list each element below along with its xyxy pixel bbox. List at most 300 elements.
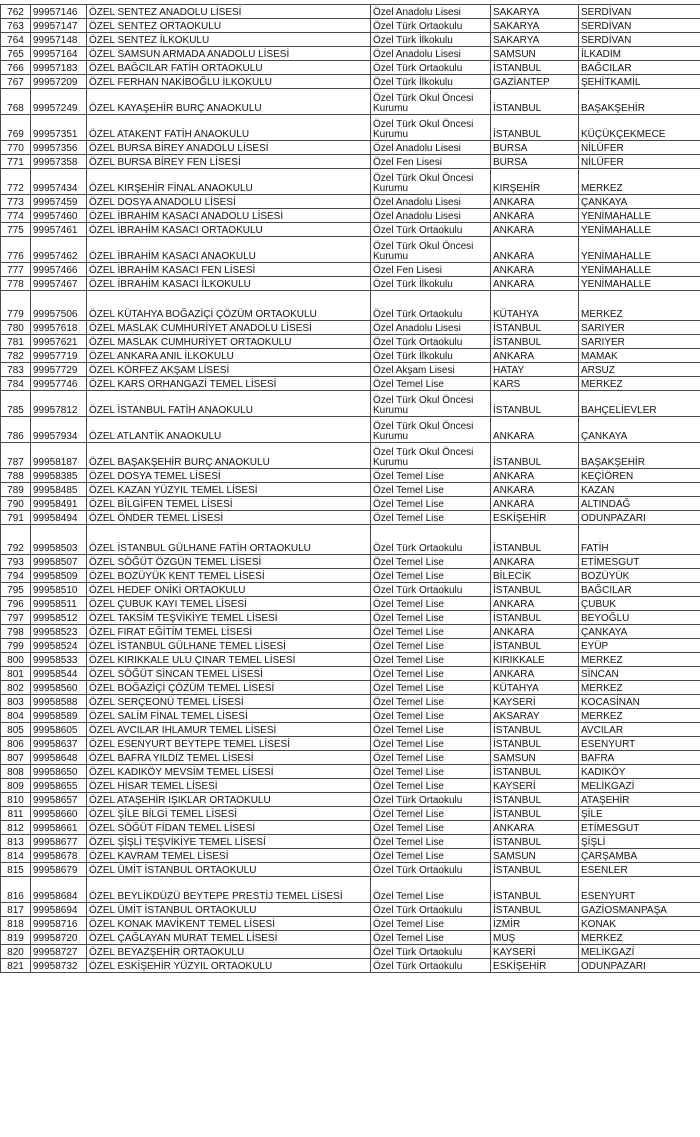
district-cell: SERDİVAN	[579, 19, 700, 33]
table-row	[1, 807, 700, 821]
school-type-cell: Özel Anadolu Lisesi	[371, 321, 491, 335]
row-number-cell: 781	[1, 335, 31, 349]
row-number-cell: 779	[1, 291, 31, 321]
school-type-cell: Özel Türk Ortaokulu	[371, 863, 491, 877]
school-type-cell: Özel Türk Ortaokulu	[371, 291, 491, 321]
row-number-cell: 762	[1, 5, 31, 19]
institution-code-cell: 99958677	[31, 835, 87, 849]
school-name-cell: ÖZEL İBRAHİM KASACI İLKOKULU	[87, 277, 371, 291]
school-name-cell: ÖZEL KAVRAM TEMEL LİSESİ	[87, 849, 371, 863]
school-name-cell: ÖZEL BEYAZŞEHİR ORTAOKULU	[87, 945, 371, 959]
district-cell: KADIKÖY	[579, 765, 700, 779]
district-cell: BAHÇELİEVLER	[579, 391, 700, 417]
row-number-cell: 815	[1, 863, 31, 877]
institution-code-cell: 99957467	[31, 277, 87, 291]
institution-code-cell: 99958560	[31, 681, 87, 695]
province-cell: İSTANBUL	[491, 391, 579, 417]
row-number-cell: 811	[1, 807, 31, 821]
province-cell: ANKARA	[491, 417, 579, 443]
district-cell: ODUNPAZARI	[579, 511, 700, 525]
district-cell: İLKADIM	[579, 47, 700, 61]
school-name-cell: ÖZEL İBRAHİM KASACI ORTAOKULU	[87, 223, 371, 237]
province-cell: SAMSUN	[491, 751, 579, 765]
district-cell: YENİMAHALLE	[579, 277, 700, 291]
school-name-cell: ÖZEL ÇAĞLAYAN MURAT TEMEL LİSESİ	[87, 931, 371, 945]
province-cell: KARS	[491, 377, 579, 391]
school-name-cell: ÖZEL MASLAK CUMHURİYET ORTAOKULU	[87, 335, 371, 349]
row-number-cell: 798	[1, 625, 31, 639]
row-number-cell: 774	[1, 209, 31, 223]
table-row	[1, 835, 700, 849]
school-name-cell: ÖZEL İSTANBUL FATİH ANAOKULU	[87, 391, 371, 417]
district-cell: ESENLER	[579, 863, 700, 877]
province-cell: KIRIKKALE	[491, 653, 579, 667]
province-cell: BURSA	[491, 155, 579, 169]
school-type-cell: Özel Türk Ortaokulu	[371, 19, 491, 33]
district-cell: ÇANKAYA	[579, 417, 700, 443]
province-cell: İSTANBUL	[491, 525, 579, 555]
institution-code-cell: 99957934	[31, 417, 87, 443]
table-row	[1, 945, 700, 959]
province-cell: KIRŞEHİR	[491, 169, 579, 195]
table-row	[1, 597, 700, 611]
province-cell: GAZİANTEP	[491, 75, 579, 89]
table-row	[1, 291, 700, 321]
institution-code-cell: 99957719	[31, 349, 87, 363]
school-type-cell: Özel Temel Lise	[371, 611, 491, 625]
table-row	[1, 821, 700, 835]
row-number-cell: 764	[1, 33, 31, 47]
school-name-cell: ÖZEL BOZÜYÜK KENT TEMEL LİSESİ	[87, 569, 371, 583]
school-list-document	[0, 4, 700, 973]
school-name-cell: ÖZEL MASLAK CUMHURİYET ANADOLU LİSESİ	[87, 321, 371, 335]
row-number-cell: 777	[1, 263, 31, 277]
district-cell: SERDİVAN	[579, 5, 700, 19]
school-type-cell: Özel Fen Lisesi	[371, 155, 491, 169]
school-name-cell: ÖZEL SAMSUN ARMADA ANADOLU LİSESİ	[87, 47, 371, 61]
province-cell: İSTANBUL	[491, 877, 579, 903]
district-cell: EYÜP	[579, 639, 700, 653]
district-cell: BAFRA	[579, 751, 700, 765]
institution-code-cell: 99958727	[31, 945, 87, 959]
institution-code-cell: 99958385	[31, 469, 87, 483]
table-row	[1, 169, 700, 195]
district-cell: ŞEHİTKAMİL	[579, 75, 700, 89]
institution-code-cell: 99958678	[31, 849, 87, 863]
institution-code-cell: 99957249	[31, 89, 87, 115]
school-type-cell: Özel Türk İlkokulu	[371, 75, 491, 89]
province-cell: ANKARA	[491, 223, 579, 237]
institution-code-cell: 99958533	[31, 653, 87, 667]
row-number-cell: 807	[1, 751, 31, 765]
institution-code-cell: 99958544	[31, 667, 87, 681]
table-row	[1, 625, 700, 639]
school-name-cell: ÖZEL KIRŞEHİR FİNAL ANAOKULU	[87, 169, 371, 195]
row-number-cell: 816	[1, 877, 31, 903]
school-name-cell: ÖZEL KÜTAHYA BOĞAZİÇİ ÇÖZÜM ORTAOKULU	[87, 291, 371, 321]
row-number-cell: 814	[1, 849, 31, 863]
school-table-body	[1, 5, 700, 973]
table-row	[1, 667, 700, 681]
province-cell: İSTANBUL	[491, 807, 579, 821]
school-name-cell: ÖZEL SENTEZ ANADOLU LİSESİ	[87, 5, 371, 19]
school-name-cell: ÖZEL BAFRA YILDIZ TEMEL LİSESİ	[87, 751, 371, 765]
district-cell: SARIYER	[579, 335, 700, 349]
province-cell: SAMSUN	[491, 47, 579, 61]
row-number-cell: 806	[1, 737, 31, 751]
institution-code-cell: 99958648	[31, 751, 87, 765]
table-row	[1, 583, 700, 597]
school-type-cell: Özel Temel Lise	[371, 377, 491, 391]
province-cell: İSTANBUL	[491, 903, 579, 917]
school-name-cell: ÖZEL BURSA BİREY ANADOLU LİSESİ	[87, 141, 371, 155]
district-cell: ÇARŞAMBA	[579, 849, 700, 863]
province-cell: MUŞ	[491, 931, 579, 945]
institution-code-cell: 99957209	[31, 75, 87, 89]
table-row	[1, 47, 700, 61]
district-cell: MERKEZ	[579, 653, 700, 667]
row-number-cell: 813	[1, 835, 31, 849]
table-row	[1, 931, 700, 945]
district-cell: MERKEZ	[579, 681, 700, 695]
table-row	[1, 417, 700, 443]
school-name-cell: ÖZEL SÖĞÜT ÖZGÜN TEMEL LİSESİ	[87, 555, 371, 569]
school-type-cell: Özel Anadolu Lisesi	[371, 209, 491, 223]
row-number-cell: 802	[1, 681, 31, 695]
institution-code-cell: 99958732	[31, 959, 87, 973]
district-cell: ÇANKAYA	[579, 195, 700, 209]
province-cell: İSTANBUL	[491, 737, 579, 751]
row-number-cell: 795	[1, 583, 31, 597]
district-cell: SİNCAN	[579, 667, 700, 681]
institution-code-cell: 99957459	[31, 195, 87, 209]
district-cell: KEÇİÖREN	[579, 469, 700, 483]
institution-code-cell: 99957351	[31, 115, 87, 141]
row-number-cell: 768	[1, 89, 31, 115]
district-cell: NİLÜFER	[579, 155, 700, 169]
school-name-cell: ÖZEL BURSA BİREY FEN LİSESİ	[87, 155, 371, 169]
school-type-cell: Özel Temel Lise	[371, 639, 491, 653]
school-name-cell: ÖZEL SÖĞÜT FİDAN TEMEL LİSESİ	[87, 821, 371, 835]
school-type-cell: Özel Temel Lise	[371, 751, 491, 765]
school-type-cell: Özel Temel Lise	[371, 695, 491, 709]
district-cell: AVCILAR	[579, 723, 700, 737]
school-type-cell: Özel Temel Lise	[371, 917, 491, 931]
district-cell: NİLÜFER	[579, 141, 700, 155]
table-row	[1, 321, 700, 335]
row-number-cell: 817	[1, 903, 31, 917]
district-cell: SARIYER	[579, 321, 700, 335]
row-number-cell: 821	[1, 959, 31, 973]
school-type-cell: Özel Türk Okul Öncesi Kurumu	[371, 391, 491, 417]
school-name-cell: ÖZEL TAKSİM TEŞVİKİYE TEMEL LİSESİ	[87, 611, 371, 625]
institution-code-cell: 99958684	[31, 877, 87, 903]
province-cell: İSTANBUL	[491, 115, 579, 141]
province-cell: BURSA	[491, 141, 579, 155]
row-number-cell: 766	[1, 61, 31, 75]
school-type-cell: Özel Türk İlkokulu	[371, 33, 491, 47]
school-type-cell: Özel Temel Lise	[371, 625, 491, 639]
district-cell: MERKEZ	[579, 709, 700, 723]
row-number-cell: 765	[1, 47, 31, 61]
table-row	[1, 19, 700, 33]
institution-code-cell: 99958716	[31, 917, 87, 931]
school-type-cell: Özel Temel Lise	[371, 821, 491, 835]
institution-code-cell: 99957183	[31, 61, 87, 75]
province-cell: ANKARA	[491, 237, 579, 263]
institution-code-cell: 99958491	[31, 497, 87, 511]
row-number-cell: 819	[1, 931, 31, 945]
district-cell: BOZÜYÜK	[579, 569, 700, 583]
row-number-cell: 789	[1, 483, 31, 497]
school-type-cell: Özel Temel Lise	[371, 835, 491, 849]
district-cell: BAĞCILAR	[579, 583, 700, 597]
province-cell: ESKİŞEHİR	[491, 511, 579, 525]
district-cell: MERKEZ	[579, 169, 700, 195]
school-type-cell: Özel Temel Lise	[371, 469, 491, 483]
school-type-cell: Özel Temel Lise	[371, 849, 491, 863]
table-row	[1, 155, 700, 169]
school-type-cell: Özel Türk Ortaokulu	[371, 959, 491, 973]
province-cell: ANKARA	[491, 821, 579, 835]
institution-code-cell: 99958679	[31, 863, 87, 877]
table-row	[1, 681, 700, 695]
district-cell: ESENYURT	[579, 737, 700, 751]
school-name-cell: ÖZEL İSTANBUL GÜLHANE FATİH ORTAOKULU	[87, 525, 371, 555]
district-cell: YENİMAHALLE	[579, 209, 700, 223]
table-row	[1, 695, 700, 709]
row-number-cell: 803	[1, 695, 31, 709]
province-cell: İSTANBUL	[491, 639, 579, 653]
row-number-cell: 804	[1, 709, 31, 723]
province-cell: SAKARYA	[491, 5, 579, 19]
school-type-cell: Özel Temel Lise	[371, 723, 491, 737]
school-type-cell: Özel Akşam Lisesi	[371, 363, 491, 377]
row-number-cell: 796	[1, 597, 31, 611]
school-name-cell: ÖZEL BAĞCILAR FATİH ORTAOKULU	[87, 61, 371, 75]
row-number-cell: 818	[1, 917, 31, 931]
institution-code-cell: 99958503	[31, 525, 87, 555]
school-type-cell: Özel Anadolu Lisesi	[371, 47, 491, 61]
province-cell: ANKARA	[491, 625, 579, 639]
school-type-cell: Özel Temel Lise	[371, 877, 491, 903]
institution-code-cell: 99957434	[31, 169, 87, 195]
table-row	[1, 141, 700, 155]
institution-code-cell: 99958507	[31, 555, 87, 569]
institution-code-cell: 99957460	[31, 209, 87, 223]
province-cell: İSTANBUL	[491, 61, 579, 75]
row-number-cell: 805	[1, 723, 31, 737]
school-name-cell: ÖZEL ATLANTİK ANAOKULU	[87, 417, 371, 443]
province-cell: ESKİŞEHİR	[491, 959, 579, 973]
table-row	[1, 569, 700, 583]
school-type-cell: Özel Temel Lise	[371, 681, 491, 695]
province-cell: SAKARYA	[491, 19, 579, 33]
province-cell: ANKARA	[491, 555, 579, 569]
table-row	[1, 391, 700, 417]
table-row	[1, 223, 700, 237]
province-cell: İSTANBUL	[491, 835, 579, 849]
institution-code-cell: 99958523	[31, 625, 87, 639]
institution-code-cell: 99958510	[31, 583, 87, 597]
table-row	[1, 877, 700, 903]
row-number-cell: 800	[1, 653, 31, 667]
province-cell: İSTANBUL	[491, 611, 579, 625]
district-cell: MAMAK	[579, 349, 700, 363]
table-row	[1, 195, 700, 209]
district-cell: MELİKGAZİ	[579, 945, 700, 959]
school-name-cell: ÖZEL ŞİLE BİLGİ TEMEL LİSESİ	[87, 807, 371, 821]
province-cell: ANKARA	[491, 349, 579, 363]
province-cell: ANKARA	[491, 263, 579, 277]
institution-code-cell: 99958589	[31, 709, 87, 723]
table-row	[1, 443, 700, 469]
row-number-cell: 775	[1, 223, 31, 237]
institution-code-cell: 99958655	[31, 779, 87, 793]
row-number-cell: 787	[1, 443, 31, 469]
table-row	[1, 779, 700, 793]
province-cell: ANKARA	[491, 497, 579, 511]
row-number-cell: 812	[1, 821, 31, 835]
institution-code-cell: 99957618	[31, 321, 87, 335]
school-type-cell: Özel Anadolu Lisesi	[371, 195, 491, 209]
school-name-cell: ÖZEL ANKARA ANIL İLKOKULU	[87, 349, 371, 363]
row-number-cell: 793	[1, 555, 31, 569]
school-type-cell: Özel Temel Lise	[371, 931, 491, 945]
school-name-cell: ÖZEL ÜMİT İSTANBUL ORTAOKULU	[87, 903, 371, 917]
row-number-cell: 786	[1, 417, 31, 443]
province-cell: İSTANBUL	[491, 89, 579, 115]
province-cell: ANKARA	[491, 597, 579, 611]
province-cell: İSTANBUL	[491, 583, 579, 597]
district-cell: ŞİŞLİ	[579, 835, 700, 849]
school-type-cell: Özel Temel Lise	[371, 497, 491, 511]
school-name-cell: ÖZEL BAŞAKŞEHİR BURÇ ANAOKULU	[87, 443, 371, 469]
institution-code-cell: 99958187	[31, 443, 87, 469]
row-number-cell: 772	[1, 169, 31, 195]
institution-code-cell: 99957148	[31, 33, 87, 47]
province-cell: İSTANBUL	[491, 443, 579, 469]
school-type-cell: Özel Türk Okul Öncesi Kurumu	[371, 89, 491, 115]
table-row	[1, 483, 700, 497]
table-row	[1, 5, 700, 19]
school-type-cell: Özel Temel Lise	[371, 765, 491, 779]
school-name-cell: ÖZEL ATAKENT FATİH ANAOKULU	[87, 115, 371, 141]
district-cell: ATAŞEHİR	[579, 793, 700, 807]
school-type-cell: Özel Temel Lise	[371, 555, 491, 569]
table-row	[1, 263, 700, 277]
school-type-cell: Özel Türk Ortaokulu	[371, 793, 491, 807]
table-row	[1, 335, 700, 349]
school-table	[0, 4, 700, 973]
row-number-cell: 809	[1, 779, 31, 793]
table-row	[1, 511, 700, 525]
row-number-cell: 778	[1, 277, 31, 291]
school-name-cell: ÖZEL ÇUBUK KAYI TEMEL LİSESİ	[87, 597, 371, 611]
province-cell: KAYSERİ	[491, 945, 579, 959]
province-cell: KÜTAHYA	[491, 681, 579, 695]
institution-code-cell: 99957358	[31, 155, 87, 169]
school-type-cell: Özel Türk Ortaokulu	[371, 945, 491, 959]
province-cell: SAMSUN	[491, 849, 579, 863]
school-name-cell: ÖZEL ÜMİT İSTANBUL ORTAOKULU	[87, 863, 371, 877]
table-row	[1, 639, 700, 653]
school-name-cell: ÖZEL KONAK MAVİKENT TEMEL LİSESİ	[87, 917, 371, 931]
table-row	[1, 237, 700, 263]
table-row	[1, 75, 700, 89]
school-name-cell: ÖZEL İBRAHİM KASACI FEN LİSESİ	[87, 263, 371, 277]
province-cell: ANKARA	[491, 195, 579, 209]
school-type-cell: Özel Anadolu Lisesi	[371, 5, 491, 19]
district-cell: ARSUZ	[579, 363, 700, 377]
school-name-cell: ÖZEL KIRIKKALE ULU ÇINAR TEMEL LİSESİ	[87, 653, 371, 667]
province-cell: İSTANBUL	[491, 863, 579, 877]
row-number-cell: 790	[1, 497, 31, 511]
table-row	[1, 497, 700, 511]
table-row	[1, 611, 700, 625]
institution-code-cell: 99958524	[31, 639, 87, 653]
district-cell: ETİMESGUT	[579, 555, 700, 569]
school-name-cell: ÖZEL İBRAHİM KASACI ANAOKULU	[87, 237, 371, 263]
school-type-cell: Özel Temel Lise	[371, 709, 491, 723]
row-number-cell: 767	[1, 75, 31, 89]
province-cell: İSTANBUL	[491, 321, 579, 335]
school-name-cell: ÖZEL SALİM FİNAL TEMEL LİSESİ	[87, 709, 371, 723]
row-number-cell: 780	[1, 321, 31, 335]
institution-code-cell: 99958657	[31, 793, 87, 807]
province-cell: BİLECİK	[491, 569, 579, 583]
school-name-cell: ÖZEL KAZAN YÜZYIL TEMEL LİSESİ	[87, 483, 371, 497]
institution-code-cell: 99957146	[31, 5, 87, 19]
institution-code-cell: 99957812	[31, 391, 87, 417]
province-cell: ANKARA	[491, 209, 579, 223]
district-cell: FATİH	[579, 525, 700, 555]
institution-code-cell: 99958694	[31, 903, 87, 917]
district-cell: ETİMESGUT	[579, 821, 700, 835]
district-cell: KAZAN	[579, 483, 700, 497]
district-cell: ALTINDAĞ	[579, 497, 700, 511]
province-cell: İZMİR	[491, 917, 579, 931]
table-row	[1, 765, 700, 779]
row-number-cell: 763	[1, 19, 31, 33]
school-name-cell: ÖZEL ÖNDER TEMEL LİSESİ	[87, 511, 371, 525]
school-name-cell: ÖZEL BEYLİKDÜZÜ BEYTEPE PRESTİJ TEMEL LİSESİ	[87, 877, 371, 903]
district-cell: ŞİLE	[579, 807, 700, 821]
province-cell: KÜTAHYA	[491, 291, 579, 321]
school-type-cell: Özel Türk Okul Öncesi Kurumu	[371, 169, 491, 195]
district-cell: GAZİOSMANPAŞA	[579, 903, 700, 917]
row-number-cell: 820	[1, 945, 31, 959]
school-name-cell: ÖZEL BOĞAZİÇİ ÇÖZÜM TEMEL LİSESİ	[87, 681, 371, 695]
institution-code-cell: 99957506	[31, 291, 87, 321]
row-number-cell: 776	[1, 237, 31, 263]
institution-code-cell: 99958494	[31, 511, 87, 525]
school-name-cell: ÖZEL KAYAŞEHİR BURÇ ANAOKULU	[87, 89, 371, 115]
table-row	[1, 115, 700, 141]
row-number-cell: 769	[1, 115, 31, 141]
institution-code-cell: 99958661	[31, 821, 87, 835]
school-name-cell: ÖZEL ESKİŞEHİR YÜZYIL ORTAOKULU	[87, 959, 371, 973]
school-name-cell: ÖZEL KÖRFEZ AKŞAM LİSESİ	[87, 363, 371, 377]
table-row	[1, 653, 700, 667]
table-row	[1, 959, 700, 973]
table-row	[1, 89, 700, 115]
institution-code-cell: 99957746	[31, 377, 87, 391]
district-cell: MERKEZ	[579, 931, 700, 945]
row-number-cell: 782	[1, 349, 31, 363]
district-cell: YENİMAHALLE	[579, 263, 700, 277]
school-name-cell: ÖZEL KARS ORHANGAZİ TEMEL LİSESİ	[87, 377, 371, 391]
